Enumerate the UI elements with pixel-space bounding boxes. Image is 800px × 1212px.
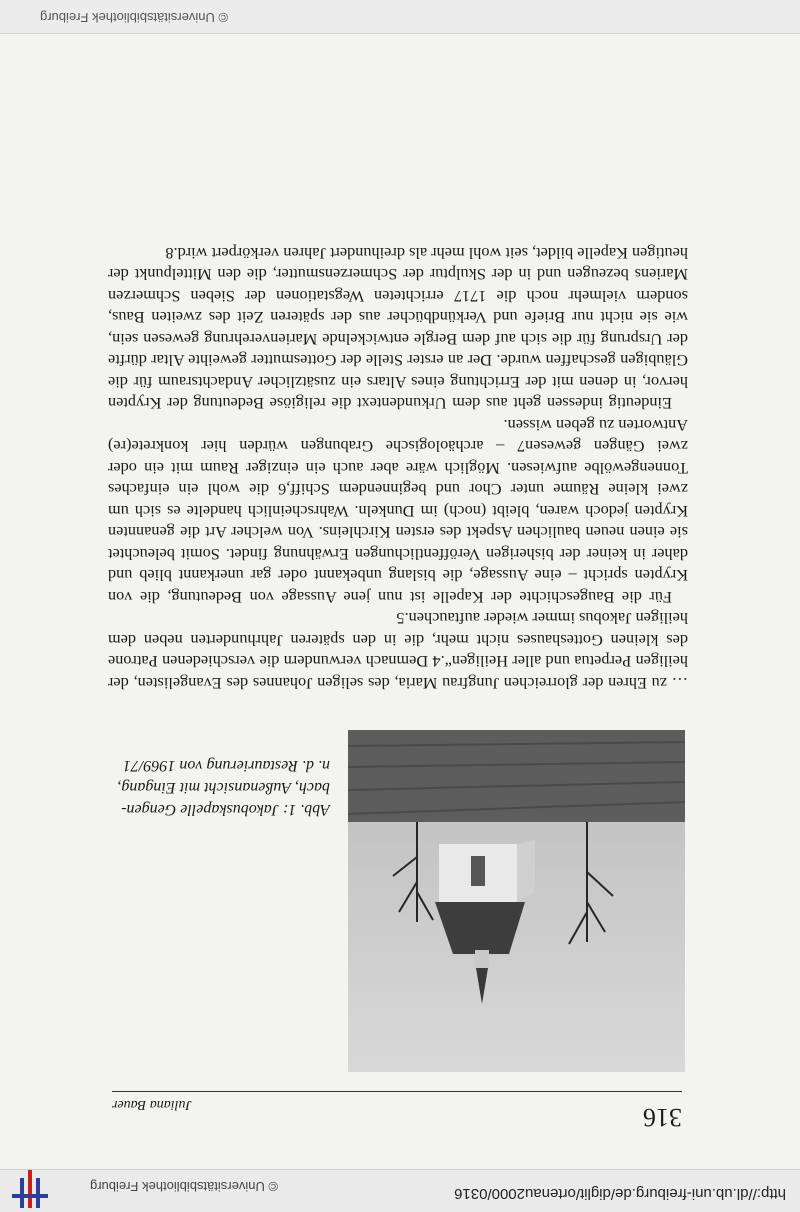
library-credit-bottom: © Universitätsbibliothek Freiburg [40,10,229,25]
viewer-top-bar [0,1169,800,1212]
figure-caption [110,754,330,820]
library-credit-top: © Universitätsbibliothek Freiburg [90,1179,279,1194]
caption-line: Abb. 1: Jakobuskapelle Gengen- [121,801,330,818]
chapel-photo [348,730,685,1072]
running-head: Juliana Bauer [112,1097,192,1112]
paragraph: Für die Baugeschichte der Kapelle ist nun jene Aussage von Bedeutung, die von Krypten spricht – eine Aussage, die bislang unbekannt oder gar unerkannt blieb und daher in keiner der bisherigen Veröffentlichungen Erwähnung findet. Somit beleuchtet sie einen neuen baulichen Aspekt des ersten Kirchleins. Von welcher Art die genannten Krypten jedoch waren, bleibt (noch) im Dunkeln. Wahrscheinlich handelte es sich um zwei kleine Räume unter Chor und beginnendem Schiff,6 die wohl ein einfaches Tonnengewölbe aufwiesen. Möglich wäre aber auch ein einziger Raum mit ein oder zwei Gängen gewesen7 – archäologische Grabungen würden hier konkrete(re) Antworten zu geben wissen. [108,416,688,607]
body-text [108,243,688,695]
caption-line: n. d. Restaurierung von 1969/71 [122,757,330,774]
viewer-bottom-bar [0,0,800,34]
paragraph: … zu Ehren der glorreichen Jungfrau Maria, des seligen Johannes des Evangelisten, der heiligen Perpetua und aller Heiligen“.4 Demnach verwundern die verschiedenen Patrone des kleinen Gotteshauses nicht mehr, die in den späteren Jahrhunderten neben dem heiligen Jakobus immer wieder auftauchen.5 [108,609,688,693]
page-url[interactable]: http://dl.ub.uni-freiburg.de/diglit/ortenau2000/0316 [454,1185,786,1202]
library-logo-icon [2,1170,58,1212]
page-header [112,1091,682,1132]
chapel-photo-image [348,730,685,1072]
paragraph: Eindeutig indessen geht aus dem Urkundentext die religiöse Bedeutung der Krypten hervor, in denen mit der Errichtung eines Altars ein zusätzlicher Andachtsraum für die Gläubigen geschaffen wurde. Der an erster Stelle der Gottesmutter geweihte Altar dürfte der Ursprung für die sich auf dem Bergle entwickelnde Marienverehrung gewesen sein, wie sie nicht nur Briefe und Verkündbücher aus der späteren Zeit des zweiten Baus, sondern vielmehr noch die 1717 errichteten Wegstationen der Sieben Schmerzen Mariens bezeugen und in der Skulptur der Schmerzensmutter, die den Mittelpunkt der heutigen Kapelle bildet, seit wohl mehr als dreihundert Jahren verkörpert wird.8 [108,244,688,414]
page-number: 316 [643,1103,682,1132]
caption-line: bach, Außenansicht mit Eingang, [117,779,330,796]
